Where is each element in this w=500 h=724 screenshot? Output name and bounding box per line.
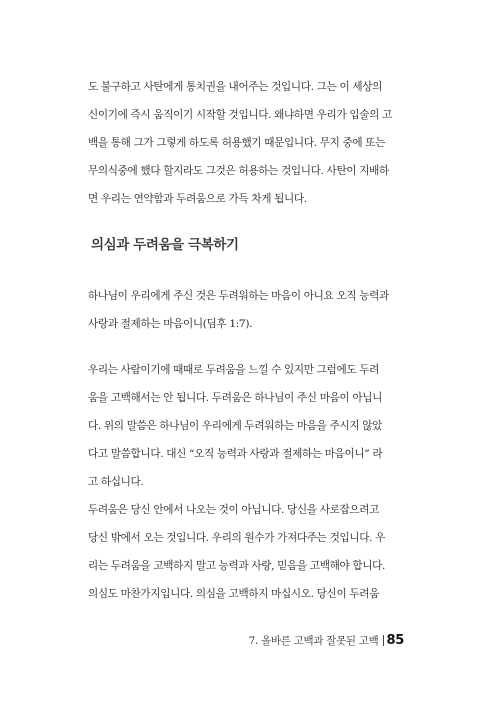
text-line: 우리는 사람이기에 때때로 두려움을 느낄 수 있지만 그럼에도 두려	[88, 364, 379, 376]
body-paragraph-top	[88, 73, 412, 213]
text-line: 면 우리는 연약함과 두려움으로 가득 차게 됩니다.	[88, 193, 307, 205]
text-line: 무의식중에 했다 할지라도 그것은 허용하는 것입니다. 사탄이 지배하	[88, 165, 389, 177]
text-line: 당신 밖에서 오는 것입니다. 우리의 원수가 가져다주는 것입니다. 우	[88, 532, 386, 544]
running-footer	[249, 630, 404, 650]
text-line: 움을 고백해서는 안 됩니다. 두려움은 하나님이 주신 마음이 아닙니	[88, 392, 383, 404]
text-line: 하나님이 우리에게 주신 것은 두려워하는 마음이 아니요 오직 능력과	[88, 290, 389, 302]
text-line: 다. 위의 말씀은 하나님이 우리에게 두려워하는 마음을 주시지 않았	[88, 420, 383, 432]
text-line: 도 불구하고 사탄에게 통치권을 내어주는 것입니다. 그는 이 세상의	[88, 81, 383, 93]
text-line: 두려움은 당신 안에서 나오는 것이 아닙니다. 당신을 사로잡으려고	[88, 504, 379, 516]
text-line: 신이기에 즉시 움직이기 시작할 것입니다. 왜냐하면 우리가 입술의 고	[88, 109, 392, 121]
text-line: 백을 통해 그가 그렇게 하도록 허용했기 때문입니다. 무지 중에 또는	[88, 137, 386, 149]
text-line: 의심도 마찬가지입니다. 의심을 고백하지 마십시오. 당신이 두려움	[88, 588, 379, 600]
footer-divider	[383, 635, 384, 646]
body-paragraph-bottom	[88, 356, 412, 608]
text-line: 리는 두려움을 고백하지 말고 능력과 사랑, 믿음을 고백해야 합니다.	[88, 560, 386, 572]
section-heading: 의심과 두려움을 극복하기	[91, 237, 239, 253]
text-line: 다고 말씀합니다. 대신 “오직 능력과 사랑과 절제하는 마음이니” 라	[88, 448, 383, 460]
scripture-quote	[88, 282, 412, 338]
chapter-title: 7. 올바른 고백과 잘못된 고백	[248, 634, 379, 647]
text-line: 사랑과 절제하는 마음이니(딤후 1:7).	[88, 318, 253, 330]
page-number: 85	[386, 632, 404, 648]
text-line: 고 하십니다.	[88, 476, 144, 488]
